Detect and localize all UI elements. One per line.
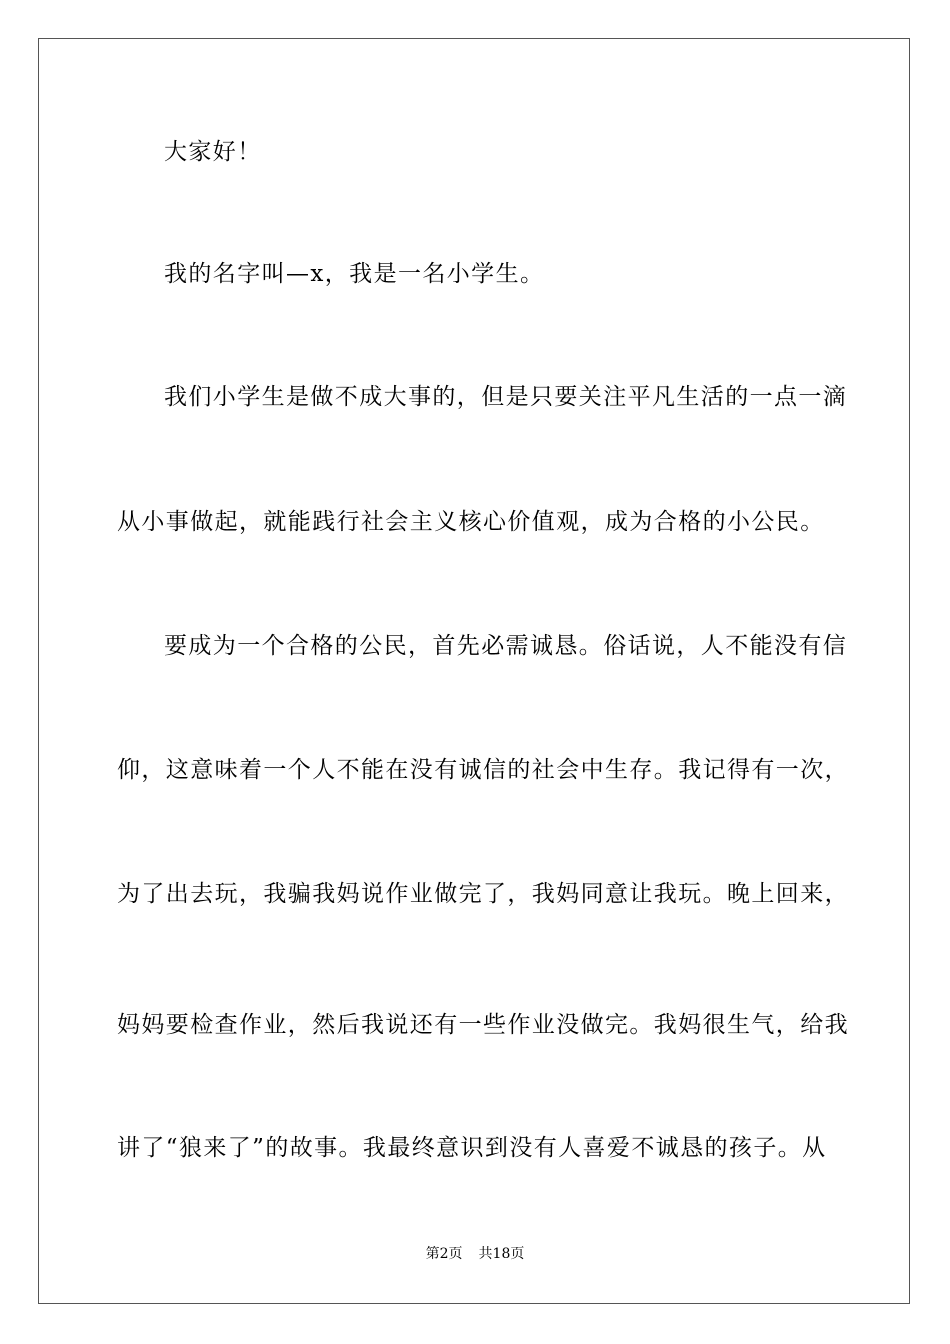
- paragraph-line: 讲了“狼来了”的故事。我最终意识到没有人喜爱不诚恳的孩子。从: [117, 1135, 827, 1161]
- greeting-line: 大家好！: [164, 139, 262, 165]
- page-border: [38, 38, 910, 1304]
- paragraph-line: 我们小学生是做不成大事的，但是只要关注平凡生活的一点一滴: [164, 384, 848, 410]
- paragraph-line: 妈妈要检查作业，然后我说还有一些作业没做完。我妈很生气，给我: [117, 1012, 849, 1038]
- paragraph-line: 要成为一个合格的公民，首先必需诚恳。俗话说，人不能没有信: [164, 633, 848, 659]
- page-footer: [0, 1245, 950, 1263]
- intro-line: 我的名字叫—x，我是一名小学生。: [164, 261, 545, 287]
- paragraph-line: 为了出去玩，我骗我妈说作业做完了，我妈同意让我玩。晚上回来，: [117, 881, 849, 907]
- page-total: 共18页: [478, 1246, 525, 1262]
- paragraph-line: 从小事做起，就能践行社会主义核心价值观，成为合格的小公民。: [117, 509, 825, 535]
- paragraph-line: 仰，这意味着一个人不能在没有诚信的社会中生存。我记得有一次，: [117, 757, 849, 783]
- page-number: 第2页: [425, 1246, 463, 1262]
